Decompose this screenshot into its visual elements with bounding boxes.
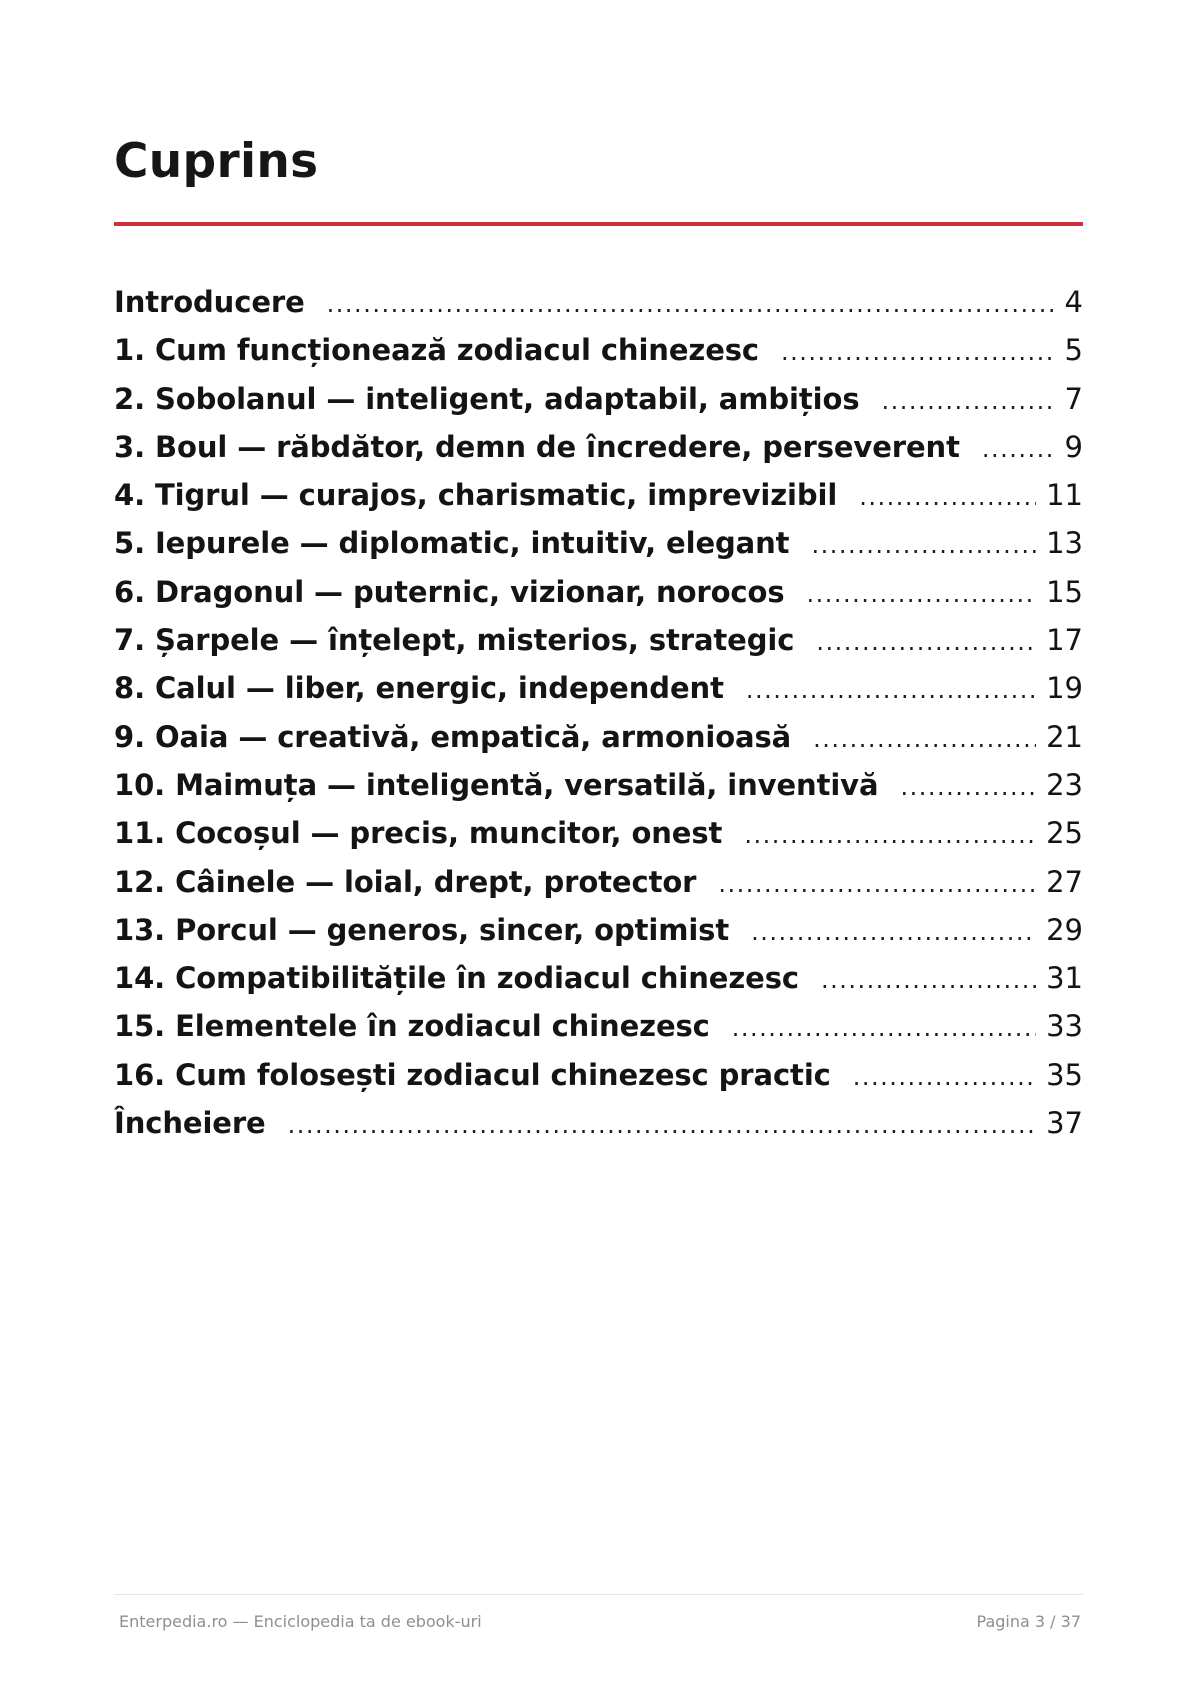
toc-entry-chapter-14[interactable] [114, 954, 1083, 1002]
toc-entry-page: 25 [1046, 816, 1083, 851]
toc-entry-chapter-1[interactable] [114, 326, 1083, 374]
toc-entry-label: Încheiere [114, 1106, 266, 1141]
page-title: Cuprins [114, 134, 319, 189]
title-divider [114, 222, 1083, 226]
toc-entry-label: 4. Tigrul — curajos, charismatic, imprevizibil [114, 478, 838, 513]
toc-entry-page: 15 [1046, 574, 1083, 609]
toc-entry-page: 11 [1046, 478, 1083, 513]
toc-entry-chapter-4[interactable] [114, 471, 1083, 519]
toc-entry-chapter-16[interactable] [114, 1051, 1083, 1099]
toc-entry-chapter-15[interactable] [114, 1002, 1083, 1050]
toc-entry-label: 16. Cum folosești zodiacul chinezesc practic [114, 1057, 831, 1092]
toc-entry-introducere[interactable] [114, 278, 1083, 326]
toc-dot-leader [781, 328, 1055, 374]
toc-entry-chapter-10[interactable] [114, 761, 1083, 809]
toc-entry-label: 1. Cum funcționează zodiacul chinezesc [114, 333, 760, 368]
toc-entry-chapter-11[interactable] [114, 809, 1083, 857]
toc-entry-label: 3. Boul — răbdător, demn de încredere, perseverent [114, 429, 960, 464]
toc-entry-page: 27 [1046, 864, 1083, 899]
footer-site-credit: Enterpedia.ro — Enciclopedia ta de ebook-uri [119, 1612, 482, 1631]
toc-entry-chapter-12[interactable] [114, 858, 1083, 906]
toc-entry-label: 14. Compatibilitățile în zodiacul chinezesc [114, 961, 799, 996]
toc-entry-page: 35 [1046, 1057, 1083, 1092]
toc-dot-leader [746, 666, 1036, 712]
toc-dot-leader [853, 1053, 1036, 1099]
toc-entry-page: 4 [1064, 285, 1083, 319]
toc-dot-leader [881, 377, 1054, 423]
toc-entry-label: 13. Porcul — generos, sincer, optimist [114, 912, 730, 947]
toc-entry-page: 7 [1064, 381, 1083, 416]
toc-dot-leader [288, 1101, 1036, 1147]
toc-entry-label: 11. Cocoșul — precis, muncitor, onest [114, 816, 723, 851]
toc-entry-label: 6. Dragonul — puternic, vizionar, norocos [114, 574, 785, 609]
toc-dot-leader [732, 1004, 1036, 1050]
toc-entry-chapter-9[interactable] [114, 713, 1083, 761]
toc-entry-page: 9 [1064, 429, 1083, 464]
toc-entry-page: 17 [1046, 623, 1083, 658]
toc-entry-page: 13 [1046, 526, 1083, 561]
toc-entry-label: 12. Câinele — loial, drept, protector [114, 864, 697, 899]
toc-entry-label: 7. Șarpele — înțelept, misterios, strategic [114, 623, 795, 658]
toc-entry-incheiere[interactable] [114, 1099, 1083, 1147]
toc-entry-page: 37 [1046, 1106, 1083, 1141]
toc-dot-leader [859, 473, 1036, 519]
toc-entry-label: 5. Iepurele — diplomatic, intuitiv, elegant [114, 526, 790, 561]
toc-entry-label: Introducere [114, 285, 305, 319]
toc-dot-leader [718, 860, 1036, 906]
toc-entry-page: 5 [1064, 333, 1083, 368]
footer-divider [114, 1594, 1083, 1595]
toc-entry-label: 10. Maimuța — inteligentă, versatilă, inventivă [114, 767, 879, 802]
toc-entry-chapter-5[interactable] [114, 519, 1083, 567]
toc-dot-leader [744, 811, 1036, 857]
toc-dot-leader [751, 908, 1036, 954]
toc-dot-leader [807, 570, 1037, 616]
toc-entry-chapter-8[interactable] [114, 664, 1083, 712]
toc-entry-chapter-3[interactable] [114, 423, 1083, 471]
toc-entry-page: 31 [1046, 961, 1083, 996]
table-of-contents [114, 278, 1083, 1147]
toc-entry-label: 2. Sobolanul — inteligent, adaptabil, ambițios [114, 381, 860, 416]
toc-dot-leader [811, 521, 1036, 567]
toc-entry-page: 19 [1046, 671, 1083, 706]
toc-entry-chapter-2[interactable] [114, 375, 1083, 423]
toc-dot-leader [813, 715, 1036, 761]
toc-entry-page: 29 [1046, 912, 1083, 947]
toc-dot-leader [821, 956, 1036, 1002]
toc-entry-label: 9. Oaia — creativă, empatică, armonioasă [114, 719, 792, 754]
toc-dot-leader [816, 618, 1036, 664]
toc-entry-page: 33 [1046, 1009, 1083, 1044]
toc-entry-label: 15. Elementele în zodiacul chinezesc [114, 1009, 710, 1044]
toc-entry-page: 21 [1046, 719, 1083, 754]
toc-entry-page: 23 [1046, 767, 1083, 802]
toc-dot-leader [900, 763, 1036, 809]
footer-page-number: Pagina 3 / 37 [976, 1612, 1081, 1631]
toc-dot-leader [327, 280, 1055, 326]
toc-entry-chapter-7[interactable] [114, 616, 1083, 664]
toc-dot-leader [982, 425, 1055, 471]
toc-entry-label: 8. Calul — liber, energic, independent [114, 671, 724, 706]
toc-entry-chapter-6[interactable] [114, 568, 1083, 616]
toc-entry-chapter-13[interactable] [114, 906, 1083, 954]
